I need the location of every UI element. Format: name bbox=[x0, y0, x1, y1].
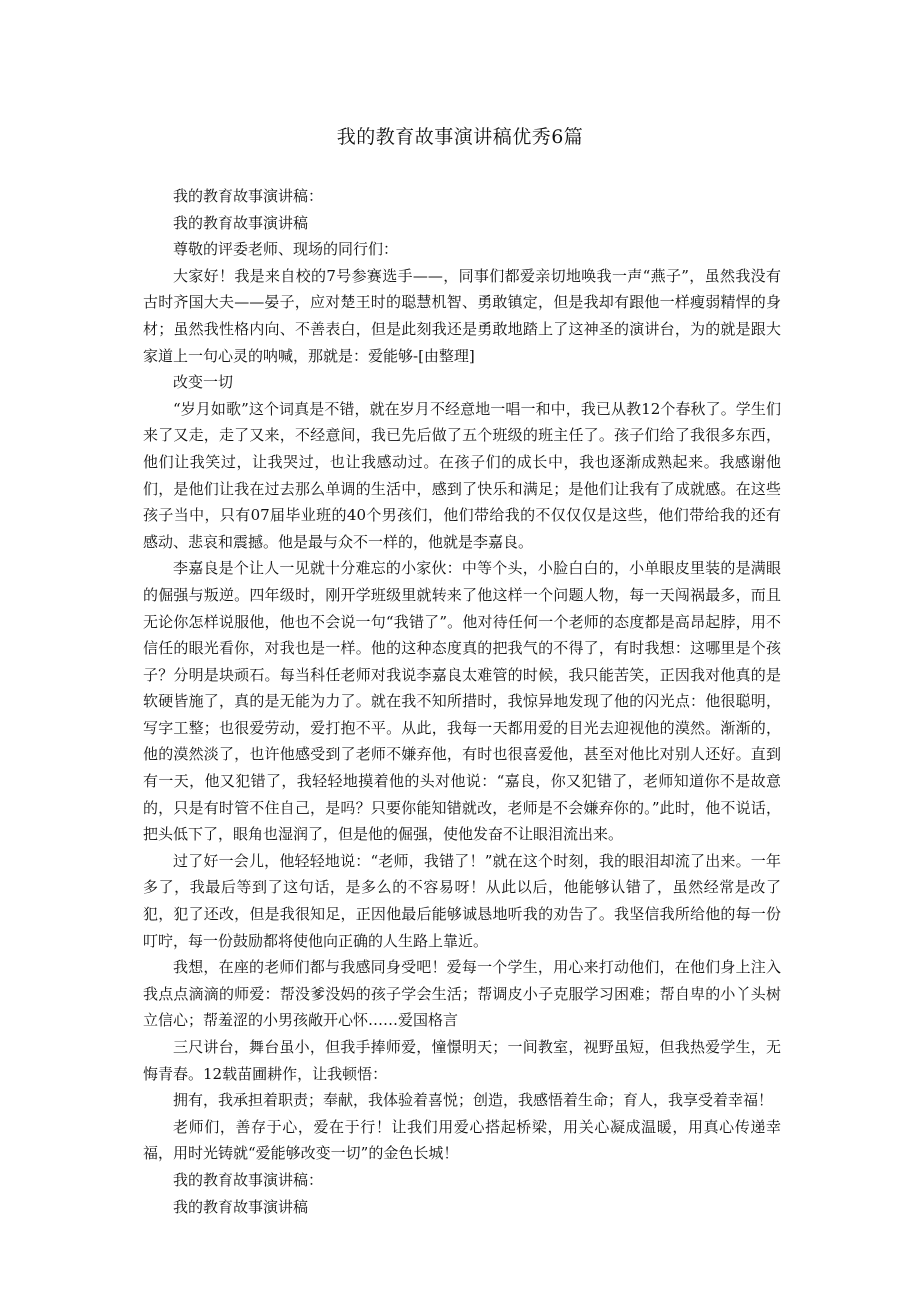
paragraph: 拥有，我承担着职责；奉献，我体验着喜悦；创造，我感悟着生命；育人，我享受着幸福！ bbox=[173, 1091, 774, 1110]
paragraph: “岁月如歌”这个词真是不错，就在岁月不经意地一唱一和中，我已从教12个春秋了。学生们来了又走，走了又来，不经意间，我已先后做了五个班级的班主任了。孩子们给了我很多东西，他们让我笑过，让我哭过，也让我感动过。在孩子们的成长中，我也逐渐成熟起来。我感谢他们，是他们让我在过去那么单调的生活中，感到了快乐和满足；是他们让我有了成就感。在这些孩子当中，只有07届毕业班的40个男孩们，他们带给我的不仅仅仅是这些，他们带给我的还有感动、悲哀和震撼。他是最与众不一样的，他就是李嘉良。 bbox=[143, 399, 781, 551]
paragraph: 我的教育故事演讲稿 bbox=[173, 1197, 309, 1216]
paragraph: 过了好一会儿，他轻轻地说：“老师，我错了！”就在这个时刻，我的眼泪却流了出来。一年多了，我最后等到了这句话，是多么的不容易呀！从此以后，他能够认错了，虽然经常是改了犯，犯了还改，但是我很知足，正因他最后能够诚恳地听我的劝告了。我坚信我所给他的每一份叮咛，每一份鼓励都将使他向正确的人生路上靠近。 bbox=[143, 851, 781, 950]
document-title: 我的教育故事演讲稿优秀6篇 bbox=[336, 126, 584, 148]
document-body bbox=[143, 183, 781, 1220]
paragraph: 三尺讲台，舞台虽小，但我手捧师爱，憧憬明天；一间教室，视野虽短，但我热爱学生，无悔青春。12载苗圃耕作，让我顿悟： bbox=[143, 1038, 781, 1083]
paragraph: 大家好！我是来自校的7号参赛选手——，同事们都爱亲切地唤我一声“燕子”，虽然我没有古时齐国大夫——晏子，应对楚王时的聪慧机智、勇敢镇定，但是我却有跟他一样瘦弱精悍的身材；虽然我性格内向、不善表白，但是此刻我还是勇敢地踏上了这神圣的演讲台，为的就是跟大家道上一句心灵的呐喊，那就是：爱能够-[由整理] bbox=[143, 266, 781, 365]
paragraph: 我的教育故事演讲稿： bbox=[173, 1170, 324, 1189]
paragraph: 老师们，善存于心，爱在于行！让我们用爱心搭起桥梁，用关心凝成温暖，用真心传递幸福，用时光铸就“爱能够改变一切”的金色长城！ bbox=[143, 1117, 781, 1163]
paragraph: 我的教育故事演讲稿 bbox=[173, 213, 309, 232]
paragraph: 改变一切 bbox=[173, 373, 234, 392]
paragraph: 尊敬的评委老师、现场的同行们： bbox=[173, 240, 399, 259]
paragraph: 我的教育故事演讲稿： bbox=[173, 187, 324, 205]
paragraph: 我想，在座的老师们都与我感同身受吧！爱每一个学生，用心来打动他们，在他们身上注入我点点滴滴的师爱：帮没爹没妈的孩子学会生活；帮调皮小子克服学习困难；帮自卑的小丫头树立信心；帮羞涩的小男孩敞开心怀……爱国格言 bbox=[143, 958, 781, 1030]
paragraph: 李嘉良是个让人一见就十分难忘的小家伙：中等个头，小脸白白的，小单眼皮里装的是满眼的倔强与叛逆。四年级时，刚开学班级里就转来了他这样一个问题人物，每一天闯祸最多，而且无论你怎样说服他，他也不会说一句“我错了”。他对待任何一个老师的态度都是高昂起脖，用不信任的眼光看你，对我也是一样。他的这种态度真的把我气的不得了，有时我想：这哪里是个孩子？分明是块顽石。每当科任老师对我说李嘉良太难管的时候，我只能苦笑，正因我对他真的是软硬皆施了，真的是无能为力了。就在我不知所措时，我惊异地发现了他的闪光点：他很聪明，写字工整；也很爱劳动，爱打抱不平。从此，我每一天都用爱的目光去迎视他的漠然。渐渐的，他的漠然淡了，也许他感受到了老师不嫌弃他，有时也很喜爱他，甚至对他比对别人还好。直到有一天，他又犯错了，我轻轻地摸着他的头对他说：“嘉良，你又犯错了，老师知道你不是故意的，只是有时管不住自己，是吗？只要你能知错就改，老师是不会嫌弃你的。”此时，他不说话，把头低下了，眼角也湿润了，但是他的倔强，使他发奋不让眼泪流出来。 bbox=[143, 559, 781, 844]
